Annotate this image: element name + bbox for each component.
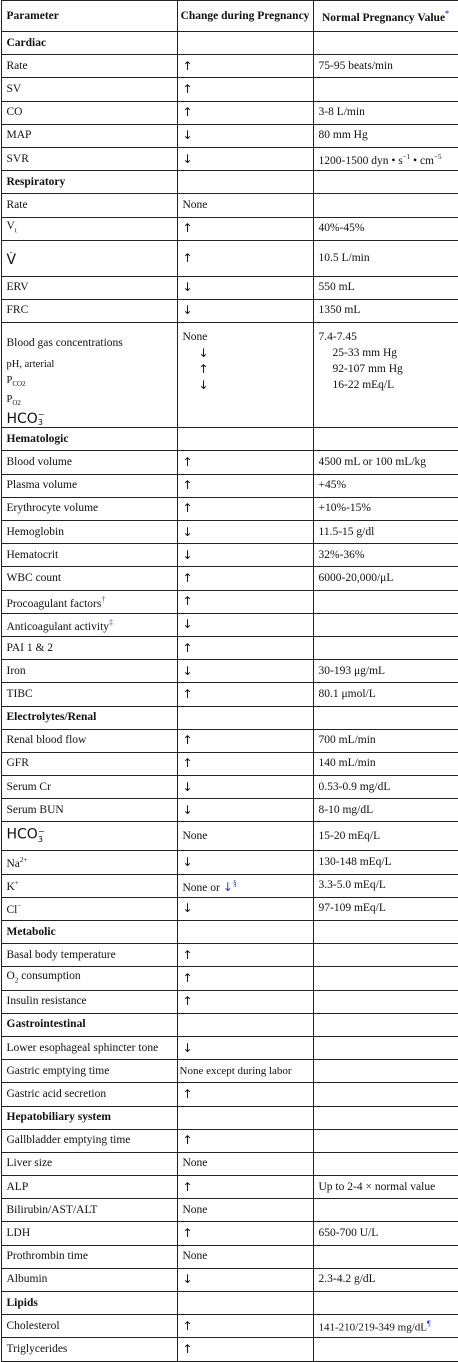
- value-cell: [313, 944, 458, 967]
- value-cell: 140 mL/min: [313, 752, 458, 775]
- table-row: [1, 474, 458, 497]
- change-cell: None: [177, 1245, 313, 1268]
- section-row: [1, 428, 458, 451]
- table-row: [1, 276, 458, 299]
- param-cell: Plasma volume: [1, 474, 177, 497]
- change-cell: ↓: [177, 521, 313, 544]
- table-row: [1, 544, 458, 567]
- change-cell: ↑: [177, 55, 313, 78]
- value-cell: +10%-15%: [313, 497, 458, 520]
- change-cell: ↑: [177, 1083, 313, 1106]
- value-cell: 32%-36%: [313, 544, 458, 567]
- table-row: [1, 567, 458, 590]
- table-row: [1, 299, 458, 322]
- param-cell: Hematocrit: [1, 544, 177, 567]
- value-cell: [313, 1083, 458, 1106]
- value-cell: 141-210/219-349 mg/dL¶: [313, 1315, 458, 1338]
- param-cell: Triglycerides: [1, 1338, 177, 1361]
- change-cell: None ↓ ↑ ↓: [177, 323, 313, 428]
- section-title: Electrolytes/Renal: [1, 706, 177, 729]
- value-cell: +45%: [313, 474, 458, 497]
- param-cell: Serum Cr: [1, 776, 177, 799]
- change-cell: ↑: [177, 683, 313, 706]
- v-dot-symbol: · V: [7, 254, 17, 267]
- value-cell: [313, 1152, 458, 1175]
- value-cell: 80 mm Hg: [313, 124, 458, 147]
- table-row: [1, 451, 458, 474]
- value-cell: [313, 1245, 458, 1268]
- param-cell: Gallbladder emptying time: [1, 1129, 177, 1152]
- change-cell: ↑: [177, 944, 313, 967]
- change-cell: None: [177, 822, 313, 851]
- param-cell: GFR: [1, 752, 177, 775]
- param-cell: Serum BUN: [1, 799, 177, 822]
- footnote-mark[interactable]: †: [101, 595, 105, 604]
- change-cell: ↓: [177, 851, 313, 874]
- change-cell: ↑: [177, 729, 313, 752]
- param-cell: PAI 1 & 2: [1, 636, 177, 659]
- section-row: [1, 1106, 458, 1129]
- table-row: [1, 729, 458, 752]
- change-cell: ↑: [177, 590, 313, 613]
- param-cell: Cl−: [1, 897, 177, 920]
- table-row: [1, 752, 458, 775]
- value-cell: 550 mL: [313, 276, 458, 299]
- table-row: [1, 636, 458, 659]
- value-cell: 40%-45%: [313, 217, 458, 240]
- table-row: [1, 1199, 458, 1222]
- value-cell: 0.53-0.9 mg/dL: [313, 776, 458, 799]
- section-row: [1, 32, 458, 55]
- header-change: Change during Pregnancy: [177, 1, 313, 32]
- change-cell: ↑: [177, 1129, 313, 1152]
- footnote-mark[interactable]: *: [445, 9, 449, 18]
- table-row: [1, 1315, 458, 1338]
- value-cell: [313, 194, 458, 217]
- value-cell: [313, 613, 458, 636]
- table-row: [1, 990, 458, 1013]
- section-title: Cardiac: [1, 32, 177, 55]
- section-title: Respiratory: [1, 171, 177, 194]
- param-cell: Bilirubin/AST/ALT: [1, 1199, 177, 1222]
- change-cell: ↑: [177, 1176, 313, 1199]
- param-cell: SV: [1, 78, 177, 101]
- param-cell: Gastric emptying time: [1, 1060, 177, 1083]
- param-cell: FRC: [1, 299, 177, 322]
- table-row: [1, 1222, 458, 1245]
- param-cell: Blood gas concentrations pH, arterial $P_{CO2}$ $P_{O2}$ HCO − 3: [1, 323, 177, 428]
- change-cell: ↓: [177, 613, 313, 636]
- table-row: [1, 101, 458, 124]
- section-title: Gastrointestinal: [1, 1013, 177, 1036]
- change-cell: ↑: [177, 240, 313, 276]
- change-cell: ↑: [177, 1338, 313, 1361]
- change-cell: ↑: [177, 1315, 313, 1338]
- change-cell: ↑: [177, 752, 313, 775]
- value-cell: 3-8 L/min: [313, 101, 458, 124]
- value-cell: 130-148 mEq/L: [313, 851, 458, 874]
- table-row: [1, 1176, 458, 1199]
- change-cell: None except during labor: [177, 1060, 313, 1083]
- table-row: [1, 1338, 458, 1361]
- table-row: [1, 1245, 458, 1268]
- value-cell: 650-700 U/L: [313, 1222, 458, 1245]
- table-row: [1, 78, 458, 101]
- table-row: [1, 1268, 458, 1291]
- param-cell: CO: [1, 101, 177, 124]
- table-row: [1, 147, 458, 170]
- param-cell: $V_t$: [1, 217, 177, 240]
- value-cell: 1350 mL: [313, 299, 458, 322]
- table-row: [1, 497, 458, 520]
- value-cell: [313, 590, 458, 613]
- param-cell: MAP: [1, 124, 177, 147]
- param-cell: Prothrombin time: [1, 1245, 177, 1268]
- param-cell: Rate: [1, 194, 177, 217]
- table-row: [1, 967, 458, 990]
- pregnancy-parameters-table: [1, 0, 458, 1362]
- param-cell: Rate: [1, 55, 177, 78]
- param-cell: WBC count: [1, 567, 177, 590]
- table-row: [1, 240, 458, 276]
- value-cell: [313, 78, 458, 101]
- param-cell: Erythrocyte volume: [1, 497, 177, 520]
- table-row: [1, 1129, 458, 1152]
- value-cell: 80.1 μmol/L: [313, 683, 458, 706]
- table-row: [1, 851, 458, 874]
- change-cell: ↑: [177, 497, 313, 520]
- value-cell: 8-10 mg/dL: [313, 799, 458, 822]
- table-row: [1, 590, 458, 613]
- table-row: [1, 897, 458, 920]
- value-cell: 30-193 μg/mL: [313, 660, 458, 683]
- section-row: [1, 706, 458, 729]
- param-cell: Insulin resistance: [1, 990, 177, 1013]
- section-title: Lipids: [1, 1292, 177, 1315]
- table-row: [1, 1036, 458, 1059]
- value-cell: [313, 1199, 458, 1222]
- value-cell: 11.5-15 g/dl: [313, 521, 458, 544]
- change-cell: ↓: [177, 544, 313, 567]
- change-cell: ↓: [177, 799, 313, 822]
- section-title: Metabolic: [1, 921, 177, 944]
- table-row: [1, 1060, 458, 1083]
- change-cell: None: [177, 1199, 313, 1222]
- param-cell: Hemoglobin: [1, 521, 177, 544]
- value-cell: 7.4-7.45 25-33 mm Hg 92-107 mm Hg 16-22 mEq/L: [313, 323, 458, 428]
- change-cell: ↓: [177, 660, 313, 683]
- value-cell: 700 mL/min: [313, 729, 458, 752]
- param-cell: Albumin: [1, 1268, 177, 1291]
- value-cell: [313, 990, 458, 1013]
- footnote-mark[interactable]: ¶: [427, 1319, 431, 1328]
- param-cell: Anticoagulant activity‡: [1, 613, 177, 636]
- param-cell: ALP: [1, 1176, 177, 1199]
- value-cell: 10.5 L/min: [313, 240, 458, 276]
- table-row: [1, 683, 458, 706]
- table-row: [1, 194, 458, 217]
- param-cell: Lower esophageal sphincter tone: [1, 1036, 177, 1059]
- table-row: [1, 1152, 458, 1175]
- change-cell: ↑: [177, 101, 313, 124]
- value-cell: [313, 1338, 458, 1361]
- param-cell: Gastric acid secretion: [1, 1083, 177, 1106]
- value-cell: [313, 1036, 458, 1059]
- value-cell: 6000-20,000/μL: [313, 567, 458, 590]
- change-cell: ↓: [177, 147, 313, 170]
- param-cell: Blood volume: [1, 451, 177, 474]
- param-cell: $O_2$ consumption: [1, 967, 177, 990]
- header-row: [1, 1, 458, 32]
- value-cell: [313, 636, 458, 659]
- param-cell: Renal blood flow: [1, 729, 177, 752]
- value-cell: [313, 1129, 458, 1152]
- value-cell: [313, 967, 458, 990]
- param-cell: ERV: [1, 276, 177, 299]
- footnote-mark[interactable]: §: [233, 879, 237, 888]
- table-row-blood-gas: [1, 323, 458, 428]
- change-cell: ↓: [177, 1268, 313, 1291]
- value-cell: 1200-1500 dyn • $s^{-1}$ • $cm^{-5}$: [313, 147, 458, 170]
- section-row: [1, 1292, 458, 1315]
- change-cell: ↓: [177, 776, 313, 799]
- table-row: [1, 799, 458, 822]
- value-cell: 15-20 mEq/L: [313, 822, 458, 851]
- footnote-mark[interactable]: ‡: [109, 618, 113, 627]
- param-cell: Procoagulant factors†: [1, 590, 177, 613]
- change-cell: ↓: [177, 897, 313, 920]
- param-cell: K+: [1, 874, 177, 897]
- table-row: [1, 1083, 458, 1106]
- param-cell: TIBC: [1, 683, 177, 706]
- value-cell: 2.3-4.2 g/dL: [313, 1268, 458, 1291]
- table-row: [1, 124, 458, 147]
- value-cell: 4500 mL or 100 mL/kg: [313, 451, 458, 474]
- table-row: [1, 944, 458, 967]
- table-row: [1, 217, 458, 240]
- param-cell: Liver size: [1, 1152, 177, 1175]
- change-cell: ↑: [177, 78, 313, 101]
- param-cell: [1, 240, 177, 276]
- table-row: [1, 822, 458, 851]
- param-cell: LDH: [1, 1222, 177, 1245]
- value-cell: Up to 2-4 × normal value: [313, 1176, 458, 1199]
- param-cell: Basal body temperature: [1, 944, 177, 967]
- value-cell: 3.3-5.0 mEq/L: [313, 874, 458, 897]
- change-cell: ↑: [177, 967, 313, 990]
- section-title: Hepatobiliary system: [1, 1106, 177, 1129]
- table-row: [1, 521, 458, 544]
- value-cell: [313, 1060, 458, 1083]
- param-cell: $Na^{2+}$: [1, 851, 177, 874]
- param-cell: SVR: [1, 147, 177, 170]
- change-cell: ↑: [177, 1222, 313, 1245]
- table-row: [1, 776, 458, 799]
- change-cell: ↑: [177, 636, 313, 659]
- change-cell: None: [177, 1152, 313, 1175]
- change-cell: ↑: [177, 474, 313, 497]
- param-cell: Cholesterol: [1, 1315, 177, 1338]
- header-normal-value: Normal Pregnancy Value*: [313, 1, 458, 32]
- param-cell: Iron: [1, 660, 177, 683]
- table-row: [1, 55, 458, 78]
- change-cell: ↑: [177, 451, 313, 474]
- change-cell: ↓: [177, 299, 313, 322]
- change-cell: ↓: [177, 124, 313, 147]
- section-row: [1, 921, 458, 944]
- section-row: [1, 1013, 458, 1036]
- header-parameter: Parameter: [1, 1, 177, 32]
- table-row: [1, 874, 458, 897]
- change-cell: ↑: [177, 990, 313, 1013]
- value-cell: 75-95 beats/min: [313, 55, 458, 78]
- table-row: [1, 660, 458, 683]
- table-row: [1, 613, 458, 636]
- change-cell: None: [177, 194, 313, 217]
- change-cell: None or ↓§: [177, 874, 313, 897]
- change-cell: ↑: [177, 217, 313, 240]
- change-cell: ↑: [177, 567, 313, 590]
- param-cell: HCO − 3: [1, 822, 177, 851]
- section-row: [1, 171, 458, 194]
- change-cell: ↓: [177, 1036, 313, 1059]
- section-title: Hematologic: [1, 428, 177, 451]
- change-cell: ↓: [177, 276, 313, 299]
- value-cell: 97-109 mEq/L: [313, 897, 458, 920]
